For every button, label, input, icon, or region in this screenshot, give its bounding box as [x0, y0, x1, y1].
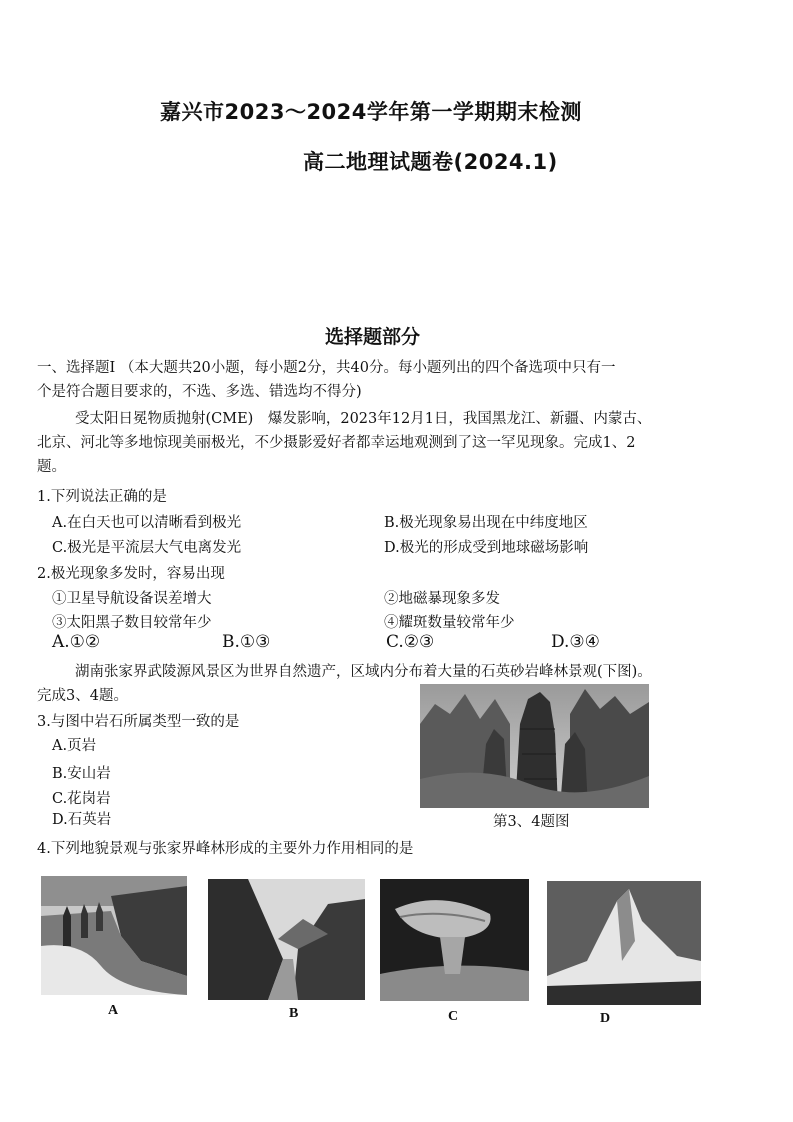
photo-label-a: A	[108, 1003, 119, 1018]
section-title: 选择题部分	[325, 326, 421, 348]
instructions-line-2: 个是符合题目要求的，不选、多选、错选均不得分)	[37, 384, 362, 400]
exam-title: 嘉兴市2023～2024学年第一学期期末检测	[160, 100, 582, 124]
photo-label-c: C	[448, 1009, 459, 1024]
q3-stem: 3.与图中岩石所属类型一致的是	[37, 714, 240, 730]
q2-stem: 2.极光现象多发时，容易出现	[37, 566, 225, 582]
coastal-sea-stacks-photo	[41, 876, 187, 995]
photo-label-b: B	[289, 1006, 299, 1021]
q3-option-a: A.页岩	[52, 738, 97, 754]
instructions-line-1: 一、选择题Ⅰ （本大题共20小题，每小题2分，共40分。每小题列出的四个备选项中只有一	[37, 360, 616, 376]
q1-option-b: B.极光现象易出现在中纬度地区	[384, 515, 588, 531]
glacial-peak-photo	[547, 881, 701, 1005]
q1-option-d: D.极光的形成受到地球磁场影响	[384, 540, 589, 556]
figure-caption: 第3、4题图	[493, 814, 570, 830]
q2-option-d: D.③④	[551, 632, 600, 652]
passage1-line-2: 北京、河北等多地惊现美丽极光，不少摄影爱好者都幸运地观测到了这一罕见现象。完成1、2	[37, 435, 636, 451]
q3-option-b: B.安山岩	[52, 766, 111, 782]
q2-item-4: ④耀斑数量较常年少	[384, 615, 515, 631]
mushroom-rock-photo	[380, 879, 529, 1001]
exam-subtitle: 高二地理试题卷(2024.1)	[303, 150, 558, 174]
passage1-line-1: 受太阳日冕物质抛射(CME) 爆发影响，2023年12月1日，我国黑龙江、新疆、内蒙古、	[75, 411, 652, 427]
q2-option-b: B.①③	[222, 632, 271, 652]
q4-stem: 4.下列地貌景观与张家界峰林形成的主要外力作用相同的是	[37, 841, 414, 857]
q2-option-a: A.①②	[52, 632, 101, 652]
q1-option-a: A.在白天也可以清晰看到极光	[52, 515, 242, 531]
river-valley-photo	[208, 879, 365, 1000]
q2-item-1: ①卫星导航设备误差增大	[52, 591, 212, 607]
photo-label-d: D	[600, 1011, 611, 1026]
q2-option-c: C.②③	[386, 632, 435, 652]
passage2-line-1: 湖南张家界武陵源风景区为世界自然遗产，区域内分布着大量的石英砂岩峰林景观(下图)。	[75, 664, 652, 680]
q2-item-3: ③太阳黑子数目较常年少	[52, 615, 212, 631]
q3-option-d: D.石英岩	[52, 812, 112, 828]
passage2-line-2: 完成3、4题。	[37, 688, 128, 704]
q1-option-c: C.极光是平流层大气电离发光	[52, 540, 242, 556]
q1-stem: 1.下列说法正确的是	[37, 489, 167, 505]
zhangjiajie-peaks-photo	[420, 684, 649, 808]
q3-option-c: C.花岗岩	[52, 791, 111, 807]
q2-item-2: ②地磁暴现象多发	[384, 591, 500, 607]
passage1-line-3: 题。	[37, 459, 66, 475]
